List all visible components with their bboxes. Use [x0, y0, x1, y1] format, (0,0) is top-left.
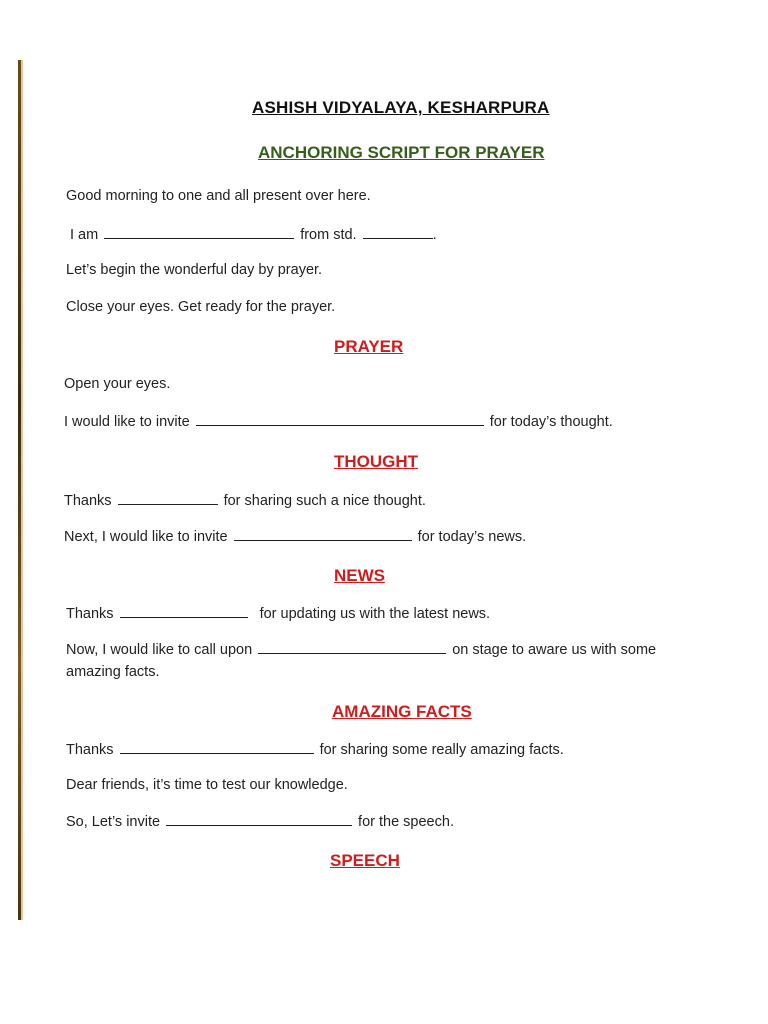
thanks-text: Thanks [66, 606, 114, 622]
test-knowledge-line: Dear friends, it’s time to test our knowledge. [66, 777, 348, 793]
invite-speech-text: So, Let’s invite [66, 814, 161, 830]
for-news-text: for today’s news. [417, 529, 527, 545]
thanks-thought-line [64, 492, 426, 509]
thought-thanks-blank [118, 492, 218, 505]
invite-thought-text: I would like to invite [64, 414, 190, 430]
for-speech-text: for the speech. [358, 814, 454, 830]
on-stage-text: on stage to aware us with some [452, 642, 657, 658]
std-blank [363, 226, 433, 239]
thanks-thought-text: for sharing such a nice thought. [223, 493, 426, 509]
invite-speech-line [66, 813, 454, 830]
close-eyes-line: Close your eyes. Get ready for the prayer. [66, 299, 336, 315]
invite-news-line [64, 528, 526, 545]
school-name: ASHISH VIDYALAYA, KESHARPURA [252, 98, 550, 117]
thanks-facts-line [66, 741, 564, 758]
facts-thanks-blank [120, 741, 314, 754]
amazing-facts-continued-line: amazing facts. [66, 664, 160, 680]
for-thought-text: for today’s thought. [489, 414, 613, 430]
facts-presenter-blank [258, 641, 446, 654]
section-amazing-facts: AMAZING FACTS [332, 702, 472, 721]
thanks-text: Thanks [64, 493, 112, 509]
section-prayer: PRAYER [334, 337, 404, 356]
call-upon-text: Now, I would like to call upon [66, 642, 253, 658]
invite-thought-line [64, 413, 613, 430]
thanks-news-text: for updating us with the latest news. [259, 606, 491, 622]
greeting-line: Good morning to one and all present over here. [66, 188, 371, 204]
page-edge-shadow [21, 60, 23, 920]
news-thanks-blank [120, 605, 248, 618]
thanks-news-line [66, 605, 490, 622]
section-speech: SPEECH [330, 851, 400, 870]
section-news: NEWS [334, 566, 385, 585]
call-upon-line [66, 641, 656, 658]
thought-presenter-blank [196, 413, 484, 426]
section-thought: THOUGHT [334, 452, 419, 471]
document-title: ANCHORING SCRIPT FOR PRAYER [258, 143, 545, 162]
name-blank [104, 226, 294, 239]
speech-presenter-blank [166, 813, 352, 826]
i-am-text: I am [70, 227, 99, 243]
thanks-text: Thanks [66, 742, 114, 758]
begin-line: Let’s begin the wonderful day by prayer. [66, 262, 323, 278]
from-std-text: from std. [300, 227, 357, 243]
thanks-facts-text: for sharing some really amazing facts. [319, 742, 564, 758]
introduction-line [70, 226, 437, 243]
news-presenter-blank [234, 528, 412, 541]
open-eyes-line: Open your eyes. [64, 376, 171, 392]
period-text: . [432, 227, 437, 243]
invite-news-text: Next, I would like to invite [64, 529, 228, 545]
